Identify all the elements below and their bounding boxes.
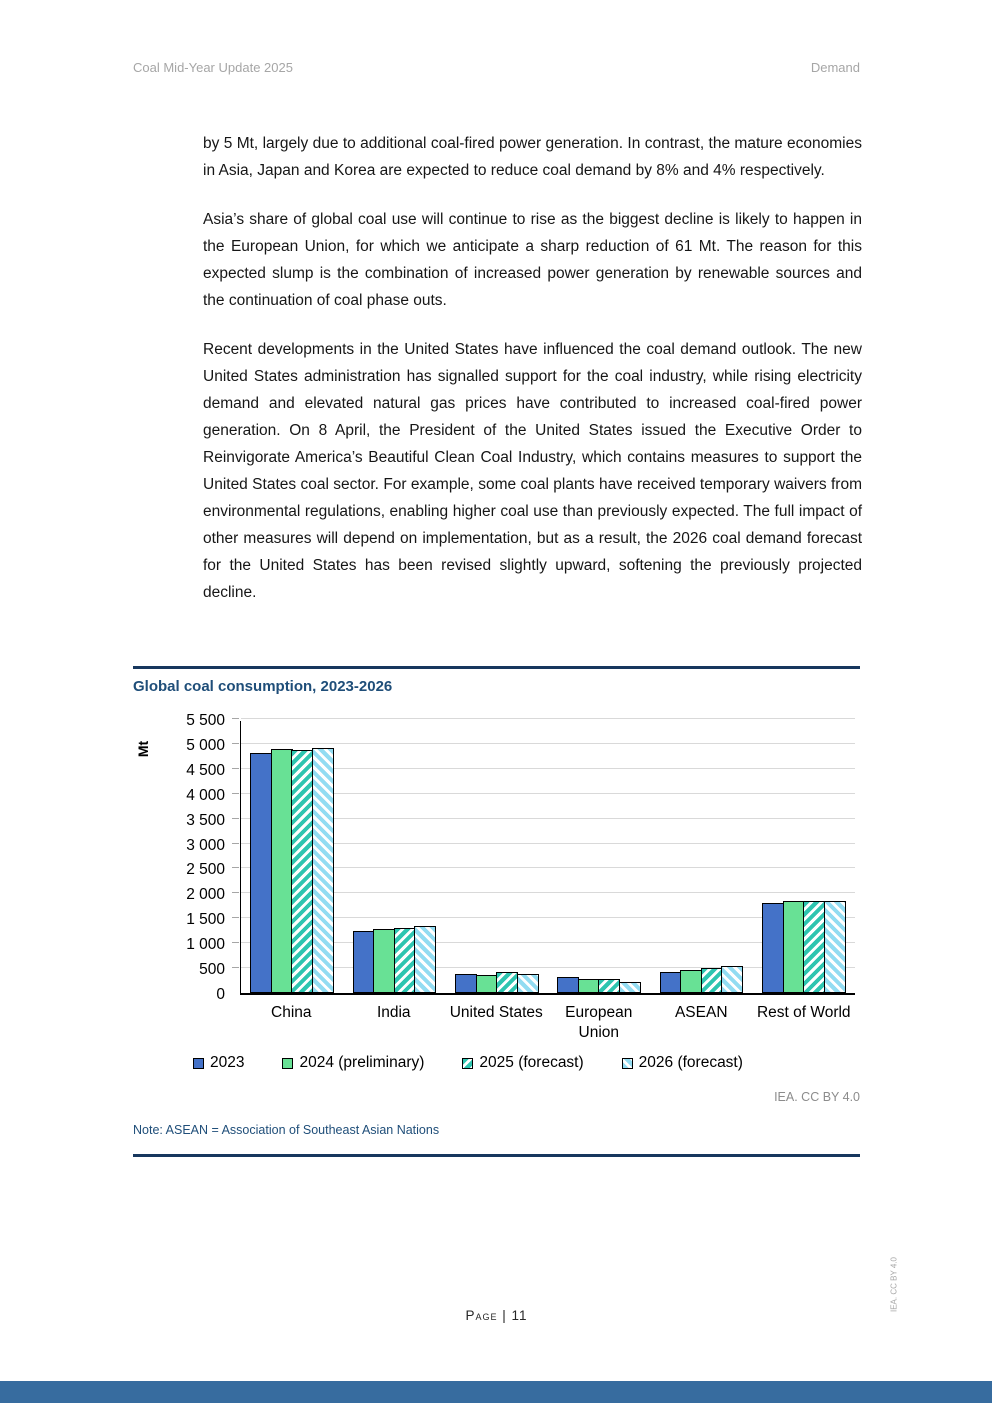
y-axis-label: Mt: [135, 740, 152, 758]
x-tick-label: ASEAN: [674, 1004, 728, 1021]
legend-label: 2025 (forecast): [479, 1054, 584, 1071]
category-slot: [650, 721, 752, 993]
legend-item: [622, 1054, 743, 1072]
bar-2026-rest-of-world: [824, 901, 846, 993]
x-tick-label: European Union: [565, 1004, 633, 1041]
bar-2026-united-states: [517, 974, 539, 993]
bar-2023-united-states: [455, 974, 477, 993]
paragraph-3: Recent developments in the United States have influenced the coal demand outlook. The new United States administration has signalled support for the coal industry, while rising electricity demand and elevated natural gas prices have contributed to increased coal-fired power generation. On 8 April, the President of the United States issued the Executive Order to Reinvigorate America’s Beautiful Clean Coal Industry, which contains measures to support the United States coal sector. For example, some coal plants have received temporary waivers from environmental regulations, enabling higher coal use than previously expected. The full impact of other measures will depend on implementation, but as a result, the 2026 coal demand forecast for the United States has been revised slightly upward, softening the previously projected decline.: [203, 341, 862, 601]
y-tick-label: 3 000: [186, 836, 225, 854]
category-slot: [548, 721, 650, 993]
y-axis-tick: [232, 917, 239, 918]
chart-note: Note: ASEAN = Association of Southeast Asian Nations: [133, 1123, 440, 1137]
bar-group-asean: [660, 721, 744, 993]
legend-swatch: [622, 1058, 633, 1069]
bar-2025-india: [394, 928, 416, 993]
y-tick-label: 5 000: [186, 736, 225, 754]
bar-2023-rest-of-world: [762, 903, 784, 993]
bar-group-china: [250, 721, 334, 993]
bar-2023-china: [250, 753, 272, 993]
header-report-title: Coal Mid-Year Update 2025: [133, 60, 293, 75]
chart-area: [133, 712, 860, 1003]
category-slot: [446, 721, 548, 993]
figure-bottom-rule: [133, 1154, 860, 1157]
figure-top-rule: [133, 666, 860, 669]
page-header: [133, 60, 860, 75]
y-tick-label: 4 000: [186, 786, 225, 804]
x-tick-label: United States: [449, 1004, 543, 1021]
bar-2024-india: [373, 929, 395, 993]
legend-item: [282, 1054, 424, 1072]
y-tick-label: 500: [199, 961, 225, 979]
bar-group-united-states: [455, 721, 539, 993]
legend-label: 2026 (forecast): [638, 1054, 743, 1071]
category-slot: [753, 721, 855, 993]
bar-2024-united-states: [476, 975, 498, 993]
legend-item: [462, 1054, 583, 1072]
bar-2023-european-union: [557, 977, 579, 993]
y-tick-label: 5 500: [186, 712, 225, 729]
bar-group-india: [353, 721, 437, 993]
legend-swatch: [462, 1058, 473, 1069]
y-tick-label: 2 500: [186, 861, 225, 879]
y-tick-label: 3 500: [186, 811, 225, 829]
bar-2024-asean: [680, 970, 702, 993]
bar-2025-rest-of-world: [803, 901, 825, 993]
y-axis-tick: [232, 892, 239, 893]
bar-2026-asean: [721, 966, 743, 993]
y-tick-label: 0: [216, 986, 225, 1003]
x-tick-label: China: [271, 1004, 312, 1021]
chart-title: Global coal consumption, 2023-2026: [133, 678, 393, 695]
y-axis-tick: [232, 743, 239, 744]
y-axis-tick: [232, 793, 239, 794]
y-axis-tick: [232, 718, 239, 719]
y-tick-label: 1 000: [186, 936, 225, 954]
bar-2026-india: [414, 926, 436, 993]
header-section-title: Demand: [810, 60, 860, 75]
bar-2025-asean: [701, 968, 723, 993]
paragraph-2: Asia’s share of global coal use will continue to rise as the biggest decline is likely to happen in the European Union, for which we anticipate a sharp reduction of 61 Mt. The reason for this expected slump is the combination of increased power generation by renewable sources and the continuation of coal phase outs.: [203, 211, 862, 309]
footer-color-bar: [0, 1381, 992, 1403]
bar-2026-european-union: [619, 982, 641, 993]
bar-2026-china: [312, 748, 334, 993]
page-number: Page | 11: [465, 1308, 528, 1323]
y-axis-tick: [232, 818, 239, 819]
bar-2024-european-union: [578, 979, 600, 993]
bar-2025-european-union: [598, 979, 620, 993]
bar-2024-rest-of-world: [783, 901, 805, 993]
figure-global-coal-consumption: [133, 666, 860, 1158]
chart-legend: [193, 1054, 743, 1072]
plot-area: [240, 721, 855, 995]
y-axis-tick: [232, 942, 239, 943]
y-tick-label: 2 000: [186, 886, 225, 904]
category-slot: [241, 721, 343, 993]
side-attribution: IEA. CC BY 4.0: [889, 1257, 899, 1312]
chart-attribution: IEA. CC BY 4.0: [774, 1090, 860, 1104]
y-tick-label: 4 500: [186, 761, 225, 779]
x-axis-category-labels: [240, 1003, 855, 1043]
y-axis-tick: [232, 768, 239, 769]
y-axis-tick: [232, 843, 239, 844]
category-slot: [343, 721, 445, 993]
bar-2024-china: [271, 749, 293, 993]
legend-label: 2024 (preliminary): [299, 1054, 425, 1071]
bar-2023-india: [353, 931, 375, 993]
y-axis-tick: [232, 967, 239, 968]
paragraph-1: by 5 Mt, largely due to additional coal-fired power generation. In contrast, the mature economies in Asia, Japan and Korea are expected to reduce coal demand by 8% and 4% respectively.: [203, 135, 862, 179]
bar-2025-china: [291, 750, 313, 993]
legend-label: 2023: [210, 1054, 245, 1071]
legend-item: [193, 1054, 244, 1072]
bar-group-european-union: [557, 721, 641, 993]
body-text: [203, 130, 862, 628]
bar-2023-asean: [660, 972, 682, 993]
x-tick-label: Rest of World: [756, 1004, 851, 1021]
x-tick-label: India: [376, 1004, 411, 1021]
bar-group-rest-of-world: [762, 721, 846, 993]
y-axis-tick: [232, 867, 239, 868]
y-tick-label: 1 500: [186, 911, 225, 929]
legend-swatch: [282, 1058, 293, 1069]
legend-swatch: [193, 1058, 204, 1069]
y-axis-tick-labels: [133, 712, 225, 1003]
gridline: [241, 718, 855, 719]
bar-2025-united-states: [496, 972, 518, 993]
